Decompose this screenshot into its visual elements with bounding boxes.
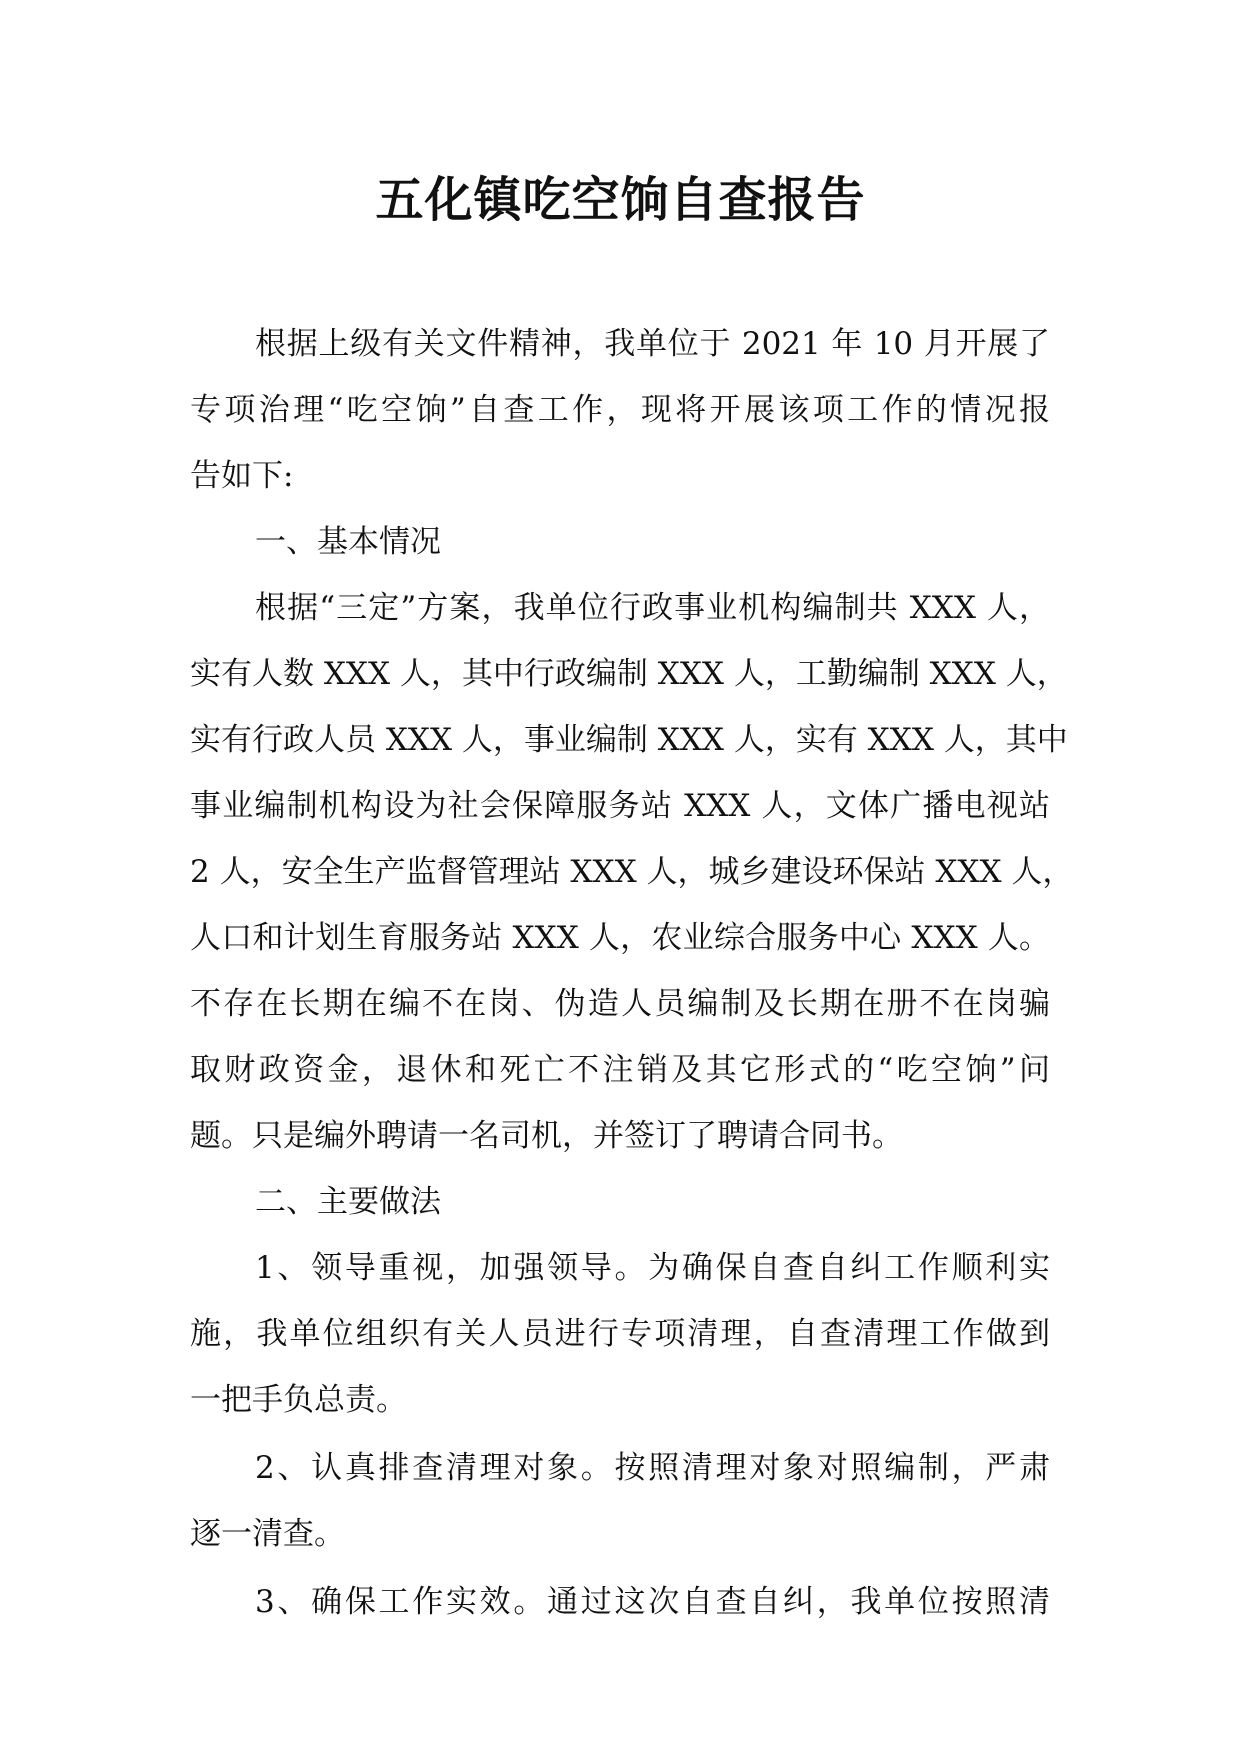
body-line: 2、认真排查清理对象。按照清理对象对照编制，严肃 [255,1450,1050,1486]
section-heading: 二、主要做法 [255,1184,441,1220]
body-line: 根据上级有关文件精神，我单位于 2021 年 10 月开展了 [255,326,1050,362]
body-line: 3、确保工作实效。通过这次自查自纠，我单位按照清 [255,1584,1050,1620]
body-line: 人口和计划生育服务站 XXX 人，农业综合服务中心 XXX 人。 [190,920,1050,956]
body-line: 题。只是编外聘请一名司机，并签订了聘请合同书。 [190,1118,903,1154]
body-line: 一把手负总责。 [190,1382,407,1418]
body-line: 1、领导重视，加强领导。为确保自查自纠工作顺利实 [255,1250,1050,1286]
section-heading: 一、基本情况 [255,524,441,560]
body-line: 取财政资金，退休和死亡不注销及其它形式的“吃空饷”问 [190,1052,1050,1088]
body-line: 告如下: [190,458,294,494]
body-line: 事业编制机构设为社会保障服务站 XXX 人，文体广播电视站 [190,788,1050,824]
body-line: 不存在长期在编不在岗、伪造人员编制及长期在册不在岗骗 [190,986,1050,1022]
body-line: 根据“三定”方案，我单位行政事业机构编制共 XXX 人， [255,590,1050,626]
body-line: 逐一清查。 [190,1516,345,1552]
document-title: 五化镇吃空饷自查报告 [375,172,866,228]
body-line: 施，我单位组织有关人员进行专项清理，自查清理工作做到 [190,1316,1050,1352]
body-line: 2 人，安全生产监督管理站 XXX 人，城乡建设环保站 XXX 人， [190,854,1074,890]
body-line: 专项治理“吃空饷”自查工作，现将开展该项工作的情况报 [190,392,1050,428]
body-line: 实有行政人员 XXX 人，事业编制 XXX 人，实有 XXX 人，其中 [190,722,1068,758]
body-line: 实有人数 XXX 人，其中行政编制 XXX 人，工勤编制 XXX 人， [190,656,1068,692]
